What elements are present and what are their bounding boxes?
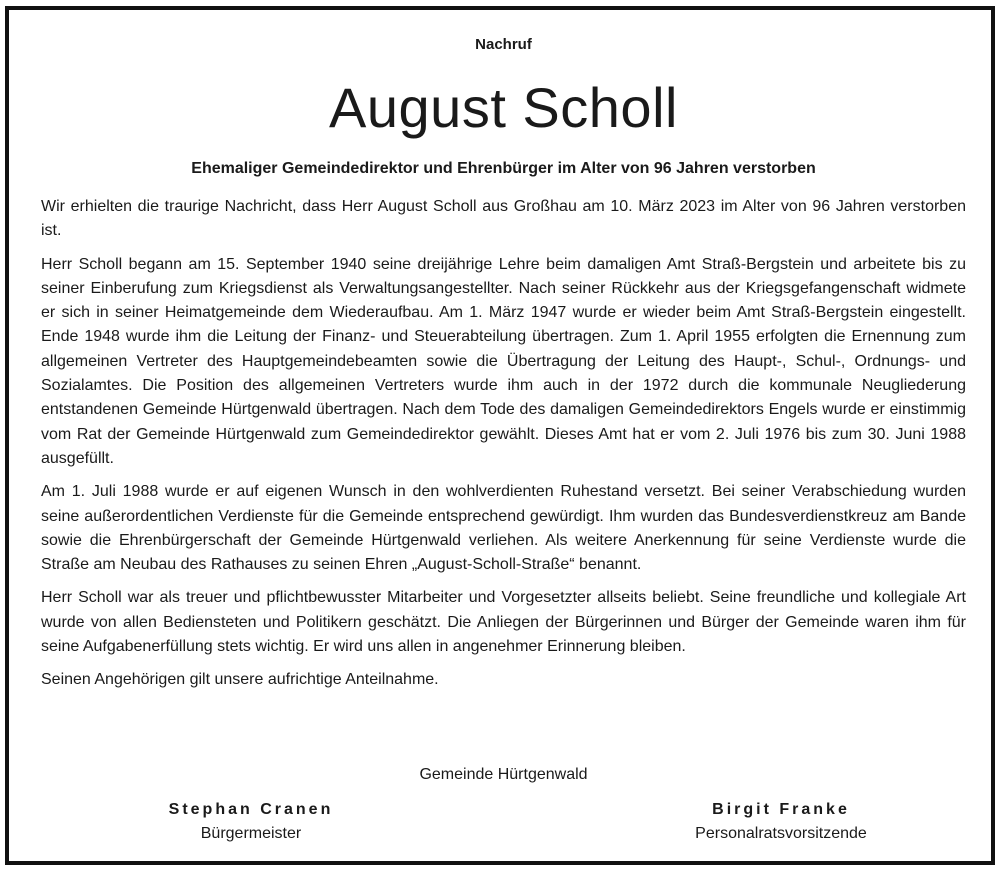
signatory-name: Stephan Cranen [168,801,334,818]
page-title: August Scholl [329,76,678,139]
subheadline: Ehemaliger Gemeindedirektor und Ehrenbürger im Alter von 96 Jahren verstorben [191,160,816,177]
kicker: Nachruf [475,36,532,53]
paragraph: Herr Scholl war als treuer und pflichtbewusster Mitarbeiter und Vorgesetzter allseits beliebt. Seine freundliche und kollegiale Art wurde von allen Bediensteten und Politikern geschätzt. Die Anliegen der Bürgerinnen und Bürger der Gemeinde waren ihm für seine Aufgabenerfüllung stets wichtig. Er wird uns allen in angenehmer Erinnerung bleiben. [41,589,966,656]
body-text [41,195,966,702]
signature-block-mayor [101,798,401,846]
paragraph: Am 1. Juli 1988 wurde er auf eigenen Wunsch in den wohlverdienten Ruhestand versetzt. Bei seiner Verabschiedung wurden seine außerordentlichen Verdienste für die Gemeinde entsprechend gewürdigt. Ihm wurden das Bundesverdienstkreuz am Bande sowie die Ehrenbürgerschaft der Gemeinde Hürtgenwald verliehen. Als weitere Anerkennung für seine Verdienste wurde die Straße am Neubau des Rathauses zu seinen Ehren „August-Scholl-Straße“ benannt. [41,483,966,574]
paragraph: Herr Scholl begann am 15. September 1940 seine dreijährige Lehre beim damaligen Amt Straß-Bergstein und arbeitete bis zu seiner Einberufung zum Kriegsdienst als Verwaltungsangestellter. Nach seiner Rückkehr aus der Kriegsgefangenschaft widmete er sich in seiner Heimatgemeinde dem Wiederaufbau. Am 1. März 1947 wurde er wieder beim Amt Straß-Bergstein eingestellt. Ende 1948 wurde ihm die Leitung der Finanz- und Steuerabteilung übertragen. Zum 1. April 1955 erfolgten die Ernennung zum allgemeinen Vertreter des Hauptgemeindebeamten sowie die Übertragung der Leitung des Haupt-, Schul-, Ordnungs- und Sozialamtes. Die Position des allgemeinen Vertreters wurde ihm auch in der 1972 durch die kommunale Neugliederung entstandenen Gemeinde Hürtgenwald übertragen. Nach dem Tode des damaligen Gemeindedirektors Engels wurde er einstimmig vom Rat der Gemeinde Hürtgenwald zum Gemeindedirektor gewählt. Dieses Amt hat er vom 2. Juli 1976 bis zum 30. Juni 1988 ausgefüllt. [41,255,966,467]
signature-block-staff-council [631,798,931,846]
signatory-name: Birgit Franke [712,801,850,818]
closing-organization: Gemeinde Hürtgenwald [419,766,588,783]
obituary-frame [5,6,995,865]
signatory-role: Personalratsvorsitzende [695,825,867,842]
paragraph: Seinen Angehörigen gilt unsere aufrichtige Anteilnahme. [41,671,439,689]
paragraph: Wir erhielten die traurige Nachricht, dass Herr August Scholl aus Großhau am 10. März 2023 im Alter von 96 Jahren verstorben ist. [41,198,966,240]
signatory-role: Bürgermeister [200,825,302,842]
